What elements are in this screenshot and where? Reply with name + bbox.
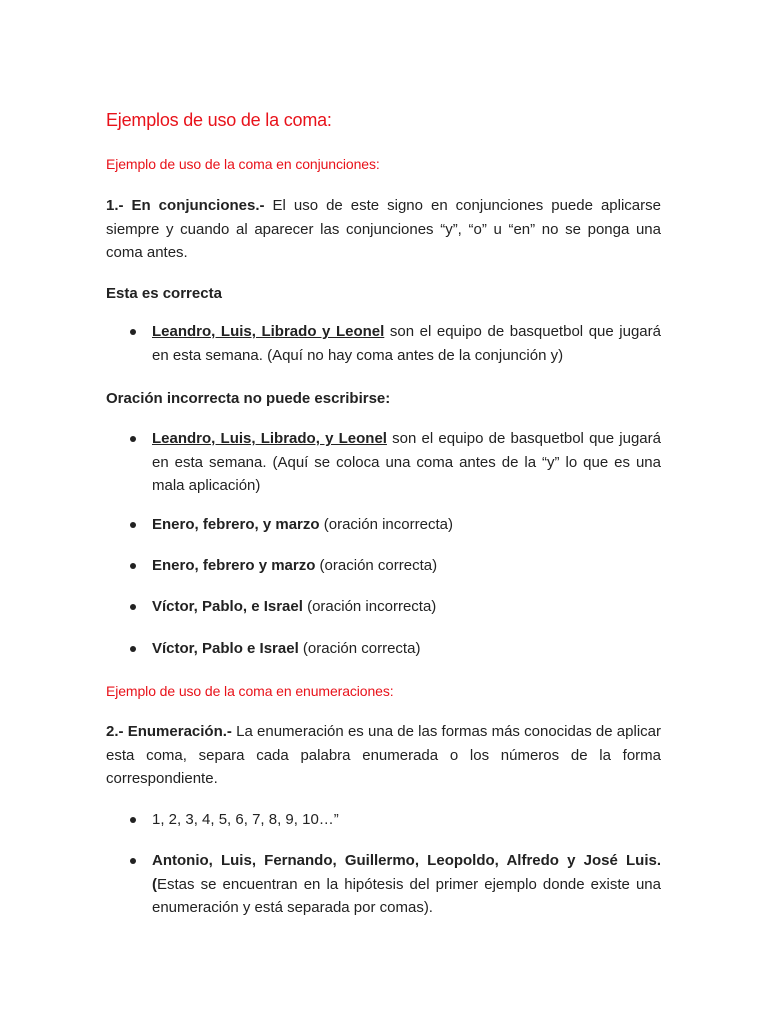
- item-text: son el equipo de basquetbol que jugará en esta semana. (Aquí no hay coma antes de la conjunción y): [152, 323, 661, 364]
- section1-intro-text: El uso de este signo en conjunciones puede aplicarse siempre y cuando al aparecer las conjunciones “y”, “o” u “en” no se ponga una coma antes.: [106, 197, 661, 261]
- section1-intro-bold: 1.- En conjunciones.-: [106, 197, 265, 214]
- section2-subtitle: Ejemplo de uso de la coma en enumeraciones:: [106, 683, 394, 699]
- section1-subtitle: Ejemplo de uso de la coma en conjunciones:: [106, 156, 380, 172]
- list-item: [152, 637, 661, 661]
- list-item: [152, 849, 661, 920]
- item-text: 1, 2, 3, 4, 5, 6, 7, 8, 9, 10…”: [152, 811, 339, 828]
- bullet-icon: [130, 563, 136, 569]
- item-text: (oración incorrecta): [302, 598, 437, 615]
- bullet-icon: [130, 604, 136, 610]
- section2-intro: [106, 720, 661, 791]
- item-text: son el equipo de basquetbol que jugará en esta semana. (Aquí se coloca una coma antes de la “y” lo que es una mala aplicación): [152, 430, 661, 494]
- section2-intro-bold: 2.- Enumeración.-: [106, 723, 232, 740]
- item-text: (oración incorrecta): [319, 516, 453, 533]
- item-bold: Víctor, Pablo e Israel: [152, 640, 299, 657]
- item-text: Estas se encuentran en la hipótesis del primer ejemplo donde existe una enumeración y está separada por comas).: [152, 875, 661, 916]
- correct-heading: Esta es correcta: [106, 285, 222, 302]
- list-item: [152, 554, 661, 578]
- list-item: [152, 320, 661, 367]
- bullet-icon: [130, 817, 136, 823]
- list-item: [152, 427, 661, 498]
- list-item: [152, 808, 661, 832]
- item-bold: Víctor, Pablo, e Israel: [152, 598, 303, 615]
- bullet-icon: [130, 436, 136, 442]
- document-title: Ejemplos de uso de la coma:: [106, 110, 332, 130]
- item-bold: Enero, febrero, y marzo: [152, 516, 320, 533]
- bullet-icon: [130, 329, 136, 335]
- item-bold: Enero, febrero y marzo: [152, 557, 316, 574]
- incorrect-heading: Oración incorrecta no puede escribirse:: [106, 390, 391, 407]
- bullet-icon: [130, 858, 136, 864]
- item-bold: Leandro, Luis, Librado y Leonel: [152, 323, 385, 340]
- item-bold: Leandro, Luis, Librado, y Leonel: [152, 430, 387, 447]
- list-item: [152, 513, 661, 537]
- bullet-icon: [130, 522, 136, 528]
- section2-intro-text: La enumeración es una de las formas más conocidas de aplicar esta coma, separa cada palabra enumerada o los números de la forma correspondiente.: [106, 723, 661, 787]
- item-text: (oración correcta): [298, 640, 421, 657]
- section1-intro: [106, 194, 661, 265]
- item-bold: Antonio, Luis, Fernando, Guillermo, Leopoldo, Alfredo y José Luis. (: [152, 852, 661, 893]
- list-item: [152, 595, 661, 619]
- bullet-icon: [130, 646, 136, 652]
- item-text: (oración correcta): [315, 557, 438, 574]
